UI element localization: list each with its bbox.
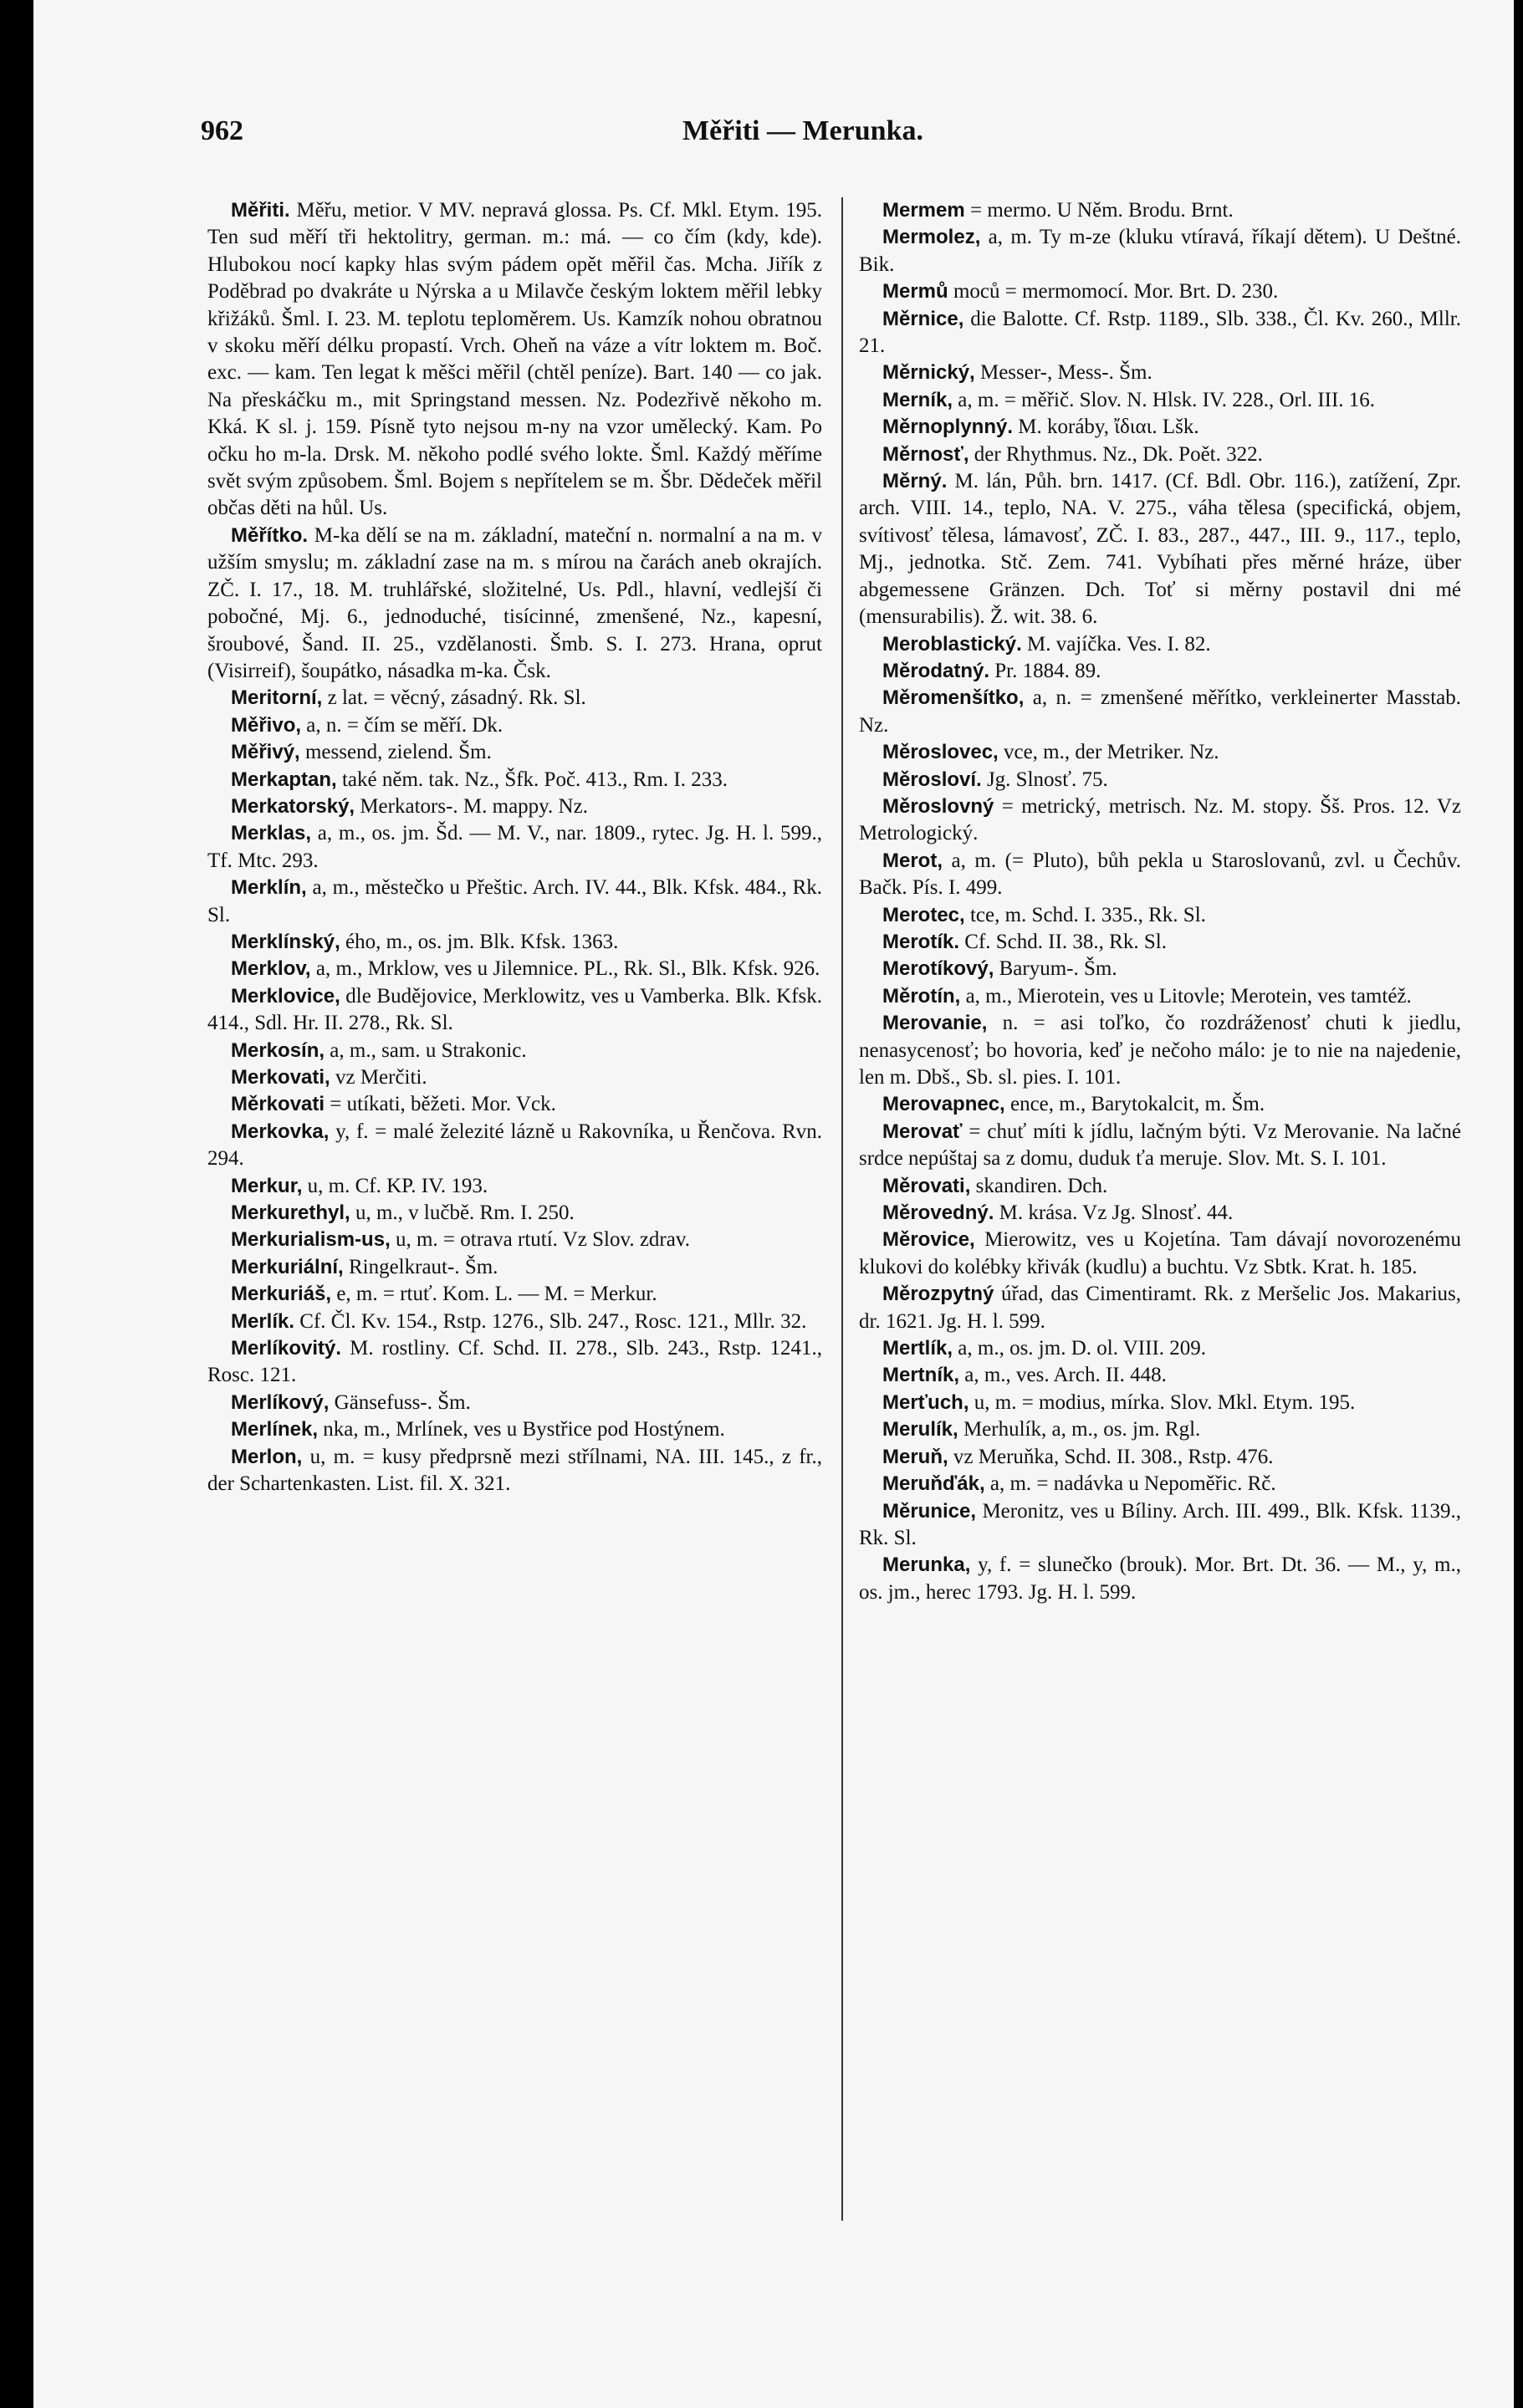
entry-definition: u, m. Cf. KP. IV. 193. <box>302 1174 488 1197</box>
entry-definition: M-ka dělí se na m. základní, mateční n. normalní a na m. v užším smyslu; m. základní zase na m. s mírou na čarách aneb okrajích. ZČ. I. 17., 18. M. truhlářské, složitelné, Us. Pdl., hlavní, vedlejší či pobočné, Mj. 6., jednoduché, tisícinné, zmenšené, Nz., kapesní, šroubové, Šand. II. 25., vzdělanosti. Šmb. S. I. 273. Hrana, oprut (Visirreif), šoupátko, násadka m-ka. Čsk. <box>207 523 822 682</box>
page-number: 962 <box>201 115 243 146</box>
entry-headword: Merkosín, <box>231 1038 325 1062</box>
dictionary-entry <box>207 739 822 766</box>
entry-definition: a, m., městečko u Přeštic. Arch. IV. 44., Blk. Kfsk. 484., Rk. Sl. <box>207 876 822 926</box>
entry-definition: Merkators-. M. mappy. Nz. <box>355 794 588 818</box>
entry-definition: Messer-, Mess-. Šm. <box>974 361 1152 385</box>
dictionary-entry <box>207 956 822 982</box>
entry-definition: Ringelkraut-. Šm. <box>343 1255 498 1278</box>
dictionary-entry <box>207 793 822 820</box>
column-divider <box>841 197 843 2221</box>
entry-headword: Měrnosť, <box>882 442 969 466</box>
dictionary-entry <box>859 1498 1461 1553</box>
dictionary-entry <box>859 306 1461 360</box>
entry-definition: u, m., v lučbě. Rm. I. 250. <box>350 1201 575 1225</box>
entry-headword: Mermů <box>882 280 948 304</box>
entry-headword: Merunka, <box>882 1553 971 1577</box>
entry-definition: ence, m., Barytokalcit, m. Šm. <box>1004 1093 1265 1116</box>
entry-headword: Merklínský, <box>231 930 340 953</box>
dictionary-entry <box>207 1038 822 1064</box>
entry-definition: a, m. = měřič. Slov. N. Hlsk. IV. 228., Orl. III. 16. <box>953 388 1376 411</box>
entry-headword: Meruňďák, <box>882 1472 985 1496</box>
dictionary-entry <box>207 1200 822 1227</box>
dictionary-entry <box>207 1173 822 1200</box>
dictionary-entry <box>207 1119 822 1173</box>
entry-headword: Merkatorský, <box>231 794 355 818</box>
entry-definition: Meronitz, ves u Bíliny. Arch. III. 499., Blk. Kfsk. 1139., Rk. Sl. <box>859 1499 1461 1549</box>
dictionary-entry <box>207 1227 822 1253</box>
dictionary-entry <box>859 983 1461 1010</box>
entry-definition: ého, m., os. jm. Blk. Kfsk. 1363. <box>340 930 619 953</box>
dictionary-entry <box>207 1281 822 1308</box>
dictionary-entry <box>859 767 1461 793</box>
entry-definition: die Balotte. Cf. Rstp. 1189., Slb. 338., Čl. Kv. 260., Mllr. 21. <box>859 307 1461 358</box>
dictionary-entry <box>859 929 1461 956</box>
entry-definition: moců = mermomocí. Mor. Brt. D. 230. <box>948 280 1279 304</box>
entry-headword: Měrunice, <box>882 1499 977 1523</box>
entry-definition: M. krása. Vz Jg. Slnosť. 44. <box>994 1201 1234 1225</box>
entry-headword: Meroblastický. <box>882 632 1022 656</box>
entry-definition: Gänsefuss-. Šm. <box>329 1390 471 1414</box>
dictionary-entry <box>859 1335 1461 1362</box>
entry-headword: Merťuch, <box>882 1390 969 1414</box>
entry-headword: Merovať <box>882 1120 963 1143</box>
entry-headword: Měrozpytný <box>882 1283 994 1306</box>
entry-definition: = mermo. U Něm. Brodu. Brnt. <box>964 199 1234 222</box>
entry-definition: = utíkati, běžeti. Mor. Vck. <box>325 1093 556 1116</box>
entry-definition: M. vajíčka. Ves. I. 82. <box>1021 632 1211 656</box>
dictionary-page <box>33 0 1514 2408</box>
dictionary-entry <box>859 1200 1461 1227</box>
entry-headword: Merkovka, <box>231 1120 330 1143</box>
entry-definition: a, m., Mierotein, ves u Litovle; Merotein, ves tamtéž. <box>960 984 1412 1008</box>
entry-definition: a, m. (= Pluto), bůh pekla u Staroslovanů, zvl. u Čechův. Bačk. Pís. I. 499. <box>859 849 1461 900</box>
entry-headword: Merkur, <box>231 1174 303 1197</box>
page-header <box>201 115 1405 166</box>
entry-headword: Měřítko. <box>231 523 309 547</box>
entry-headword: Měrkovati <box>231 1093 325 1116</box>
entry-headword: Merot, <box>882 849 943 872</box>
dictionary-entry <box>859 1390 1461 1416</box>
entry-headword: Měrovice, <box>882 1228 975 1252</box>
entry-definition: vz Meruňka, Schd. II. 308., Rstp. 476. <box>948 1445 1274 1468</box>
dictionary-entry <box>207 1416 822 1443</box>
entry-headword: Měromenšítko, <box>882 686 1025 710</box>
entry-headword: Meritorní, <box>231 686 323 710</box>
entry-headword: Merkuriáš, <box>231 1283 332 1306</box>
entry-definition: messend, zielend. Šm. <box>299 741 492 764</box>
entry-definition: Merhulík, a, m., os. jm. Rgl. <box>958 1418 1201 1441</box>
dictionary-entry <box>859 1416 1461 1443</box>
entry-definition: dle Budějovice, Merklowitz, ves u Vamberka. Blk. Kfsk. 414., Sdl. Hr. II. 278., Rk. Sl. <box>207 984 822 1035</box>
dictionary-entry <box>859 1119 1461 1173</box>
dictionary-entry <box>207 523 822 685</box>
entry-definition: Cf. Čl. Kv. 154., Rstp. 1276., Slb. 247., Rosc. 121., Mllr. 32. <box>294 1309 807 1333</box>
entry-definition: u, m. = kusy předprsně mezi střílnami, NA. III. 145., z fr., der Schartenkasten. List. fil. X. 321. <box>207 1445 822 1496</box>
dictionary-entry <box>207 1335 822 1390</box>
dictionary-entry <box>207 929 822 956</box>
entry-headword: Mermolez, <box>882 226 981 249</box>
dictionary-entry <box>859 360 1461 386</box>
entry-definition: u, m. = otrava rtutí. Vz Slov. zdrav. <box>390 1228 690 1252</box>
entry-definition: Pr. 1884. 89. <box>989 659 1101 682</box>
entry-headword: Měrnický, <box>882 361 975 385</box>
dictionary-entry <box>859 1010 1461 1091</box>
entry-definition: a, n. = čím se měří. Dk. <box>301 713 503 737</box>
entry-definition: y, f. = slunečko (brouk). Mor. Brt. Dt. 36. — M., y, m., os. jm., herec 1793. Jg. H. l. 599. <box>859 1553 1461 1604</box>
entry-definition: M. koráby, ἴδιαι. Lšk. <box>1013 416 1199 439</box>
entry-headword: Merklovice, <box>231 984 340 1008</box>
dictionary-entry <box>859 848 1461 902</box>
entry-headword: Měrodatný. <box>882 659 990 682</box>
dictionary-entry <box>859 685 1461 739</box>
entry-headword: Měroslovný <box>882 794 994 818</box>
entry-definition: nka, m., Mrlínek, ves u Bystřice pod Hostýnem. <box>318 1418 725 1441</box>
dictionary-entry <box>207 712 822 739</box>
entry-headword: Merklas, <box>231 822 312 845</box>
dictionary-entry <box>859 1281 1461 1335</box>
entry-headword: Měřiti. <box>231 199 290 222</box>
dictionary-entry <box>859 658 1461 685</box>
dictionary-entry <box>859 902 1461 929</box>
dictionary-entry <box>859 1173 1461 1200</box>
entry-definition: tce, m. Schd. I. 335., Rk. Sl. <box>964 903 1206 926</box>
entry-headword: Měroslovec, <box>882 741 999 764</box>
dictionary-entry <box>859 956 1461 982</box>
entry-definition: M. rostliny. Cf. Schd. II. 278., Slb. 243., Rstp. 1241., Rosc. 121. <box>207 1337 822 1387</box>
entry-definition: der Rhythmus. Nz., Dk. Poět. 322. <box>968 442 1263 466</box>
entry-headword: Merovanie, <box>882 1012 988 1035</box>
entry-headword: Merklín, <box>231 876 307 900</box>
entry-definition: vce, m., der Metriker. Nz. <box>998 741 1219 764</box>
dictionary-entry <box>207 820 822 875</box>
dictionary-entry <box>207 1064 822 1091</box>
entry-headword: Merlík. <box>231 1309 295 1333</box>
entry-headword: Meruň, <box>882 1445 948 1468</box>
entry-definition: a, m., os. jm. Šd. — M. V., nar. 1809., rytec. Jg. H. l. 599., Tf. Mtc. 293. <box>207 822 822 872</box>
entry-headword: Merulík, <box>882 1418 958 1441</box>
entry-headword: Měřivý, <box>231 741 300 764</box>
entry-headword: Merotík. <box>882 930 960 953</box>
dictionary-entry <box>859 441 1461 468</box>
dictionary-entry <box>859 468 1461 630</box>
entry-headword: Merlínek, <box>231 1418 319 1441</box>
entry-definition: skandiren. Dch. <box>970 1174 1108 1197</box>
entry-headword: Merotec, <box>882 903 965 926</box>
entry-headword: Merkaptan, <box>231 768 337 791</box>
entry-definition: Baryum-. Šm. <box>994 957 1117 981</box>
entry-definition: úřad, das Cimentiramt. Rk. z Meršelic Jos. Makarius, dr. 1621. Jg. H. l. 599. <box>859 1283 1461 1333</box>
dictionary-entry <box>207 1390 822 1416</box>
entry-headword: Merklov, <box>231 957 311 981</box>
entry-definition: M. lán, Půh. brn. 1417. (Cf. Bdl. Obr. 116.), zatížení, Zpr. arch. VIII. 14., teplo, NA. V. 275., váha tělesa (specifická, objem, svítivosť tělesa, lámavosť, ZČ. I. 83., 287., 447., III. 9., 117., teplo, Mj., jednotka. Stč. Zem. 741. Vybíhati přes měrné hráze, über abgemessene Gränzen. Dch. Toť si měrny postavil dni mé (mensurabilis). Ž. wit. 38. 6. <box>859 470 1461 629</box>
entry-headword: Mertlík, <box>882 1337 953 1360</box>
dictionary-entry <box>859 1444 1461 1471</box>
entry-headword: Měrovedný. <box>882 1201 994 1225</box>
entry-definition: n. = asi toľko, čo rozdráženosť chuti k jiedlu, nenasycenosť; bo hovoria, keď je nečoho málo: je to nie na najedenie, len m. Dbš., Sb. sl. pies. I. 101. <box>859 1012 1461 1089</box>
dictionary-entry <box>859 278 1461 305</box>
dictionary-entry <box>859 1362 1461 1389</box>
entry-definition: vz Merčiti. <box>330 1066 427 1089</box>
entry-headword: Měrný. <box>882 470 948 493</box>
entry-headword: Merotíkový, <box>882 957 994 981</box>
right-column <box>859 197 1461 1606</box>
dictionary-entry <box>859 1227 1461 1281</box>
entry-definition: a, m., sam. u Strakonic. <box>325 1038 527 1062</box>
entry-definition: a, n. = zmenšené měřítko, verkleinerter Masstab. Nz. <box>859 686 1461 737</box>
dictionary-entry <box>859 1091 1461 1118</box>
entry-definition: a, m. = nadávka u Nepoměřic. Rč. <box>984 1472 1276 1496</box>
entry-definition: = metrický, metrisch. Nz. M. stopy. Šš. Pros. 12. Vz Metrologický. <box>859 794 1461 845</box>
entry-headword: Měrnice, <box>882 307 964 330</box>
dictionary-entry <box>859 197 1461 224</box>
dictionary-entry <box>859 1552 1461 1606</box>
dictionary-entry <box>207 1309 822 1335</box>
dictionary-entry <box>859 414 1461 441</box>
entry-headword: Měrnoplynný. <box>882 416 1014 439</box>
dictionary-entry <box>207 1254 822 1281</box>
entry-definition: = chuť míti k jídlu, lačným býti. Vz Merovanie. Na lačné srdce nepúštaj sa z domu, duduk ťa meruje. Slov. Mt. S. I. 101. <box>859 1120 1461 1171</box>
dictionary-entry <box>859 387 1461 414</box>
entry-definition: u, m. = modius, mírka. Slov. Mkl. Etym. 195. <box>968 1390 1356 1414</box>
entry-headword: Měrosloví. <box>882 768 982 791</box>
entry-definition: také něm. tak. Nz., Šfk. Poč. 413., Rm. I. 233. <box>336 768 728 791</box>
entry-headword: Merkuriální, <box>231 1255 344 1278</box>
dictionary-entry <box>859 631 1461 658</box>
entry-headword: Merník, <box>882 388 953 411</box>
entry-headword: Merkurethyl, <box>231 1201 350 1225</box>
entry-headword: Mertník, <box>882 1364 960 1387</box>
page-title: Měřiti — Merunka. <box>682 115 923 146</box>
entry-headword: Měrovati, <box>882 1174 971 1197</box>
entry-headword: Měrotín, <box>882 984 961 1008</box>
dictionary-entry <box>207 767 822 793</box>
entry-definition: e, m. = rtuť. Kom. L. — M. = Merkur. <box>331 1283 657 1306</box>
entry-headword: Merlíkový, <box>231 1390 330 1414</box>
entry-definition: a, m., os. jm. D. ol. VIII. 209. <box>953 1337 1207 1360</box>
dictionary-entry <box>859 1471 1461 1497</box>
entry-headword: Merovapnec, <box>882 1093 1005 1116</box>
entry-definition: Mierowitz, ves u Kojetína. Tam dávají novorozenému klukovi do kolébky křivák (kudlu) a buchtu. Vz Sbtk. Krat. h. 185. <box>859 1228 1461 1278</box>
entry-definition: z lat. = věcný, zásadný. Rk. Sl. <box>322 686 586 710</box>
entry-definition: Cf. Schd. II. 38., Rk. Sl. <box>959 930 1167 953</box>
left-column <box>207 197 822 1498</box>
entry-definition: Jg. Slnosť. 75. <box>981 768 1108 791</box>
entry-headword: Merlíkovitý. <box>231 1337 342 1360</box>
entry-headword: Mermem <box>882 199 965 222</box>
entry-definition: a, m., Mrklow, ves u Jilemnice. PL., Rk. Sl., Blk. Kfsk. 926. <box>310 957 820 981</box>
dictionary-entry <box>207 1091 822 1118</box>
entry-headword: Merkurialism-us, <box>231 1228 391 1252</box>
dictionary-entry <box>207 875 822 929</box>
dictionary-entry <box>207 1444 822 1498</box>
entry-definition: a, m., ves. Arch. II. 448. <box>959 1364 1167 1387</box>
entry-definition: a, m. Ty m-ze (kluku vtíravá, říkají dětem). U Deštné. Bik. <box>859 226 1461 276</box>
dictionary-entry <box>207 685 822 712</box>
entry-headword: Merlon, <box>231 1445 303 1468</box>
dictionary-entry <box>859 224 1461 278</box>
dictionary-entry <box>859 739 1461 766</box>
entry-headword: Merkovati, <box>231 1066 330 1089</box>
dictionary-entry <box>859 793 1461 848</box>
dictionary-entry <box>207 197 822 523</box>
entry-definition: Měřu, metior. V MV. nepravá glossa. Ps. Cf. Mkl. Etym. 195. Ten sud měří tři hektolitry, german. m.: má. — co čím (kdy, kde). Hlubokou nocí kapky hlas svým pádem opět měřil čas. Mcha. Jiřík z Poděbrad po dvakráte u Nýrska a u Milavče českým loktem měřil lebky křižáků. Šml. I. 23. M. teplotu teploměrem. Us. Kamzík nohou obratnou v skoku měří délku propastí. Vrch. Oheň na váze a vítr loktem m. Boč. exc. — kam. Ten legat k měšci měřil (chtěl peníze). Bart. 140 — co jak. Na přeskáčku m., mit Springstand messen. Nz. Podezřivě někoho m. Kká. K sl. j. 159. Písně tyto nejsou m-ny na vzor umělecký. Kam. Po očku ho m-la. Drsk. M. někoho podlé svého lokte. Šml. Každý měříme svět svým způsobem. Šml. Bojem s nepřítelem se m. Šbr. Dědeček měřil občas děti na hůl. Us. <box>207 199 822 520</box>
entry-headword: Měřivo, <box>231 713 302 737</box>
dictionary-entry <box>207 983 822 1038</box>
entry-definition: y, f. = malé železité lázně u Rakovníka, u Řenčova. Rvn. 294. <box>207 1120 822 1171</box>
